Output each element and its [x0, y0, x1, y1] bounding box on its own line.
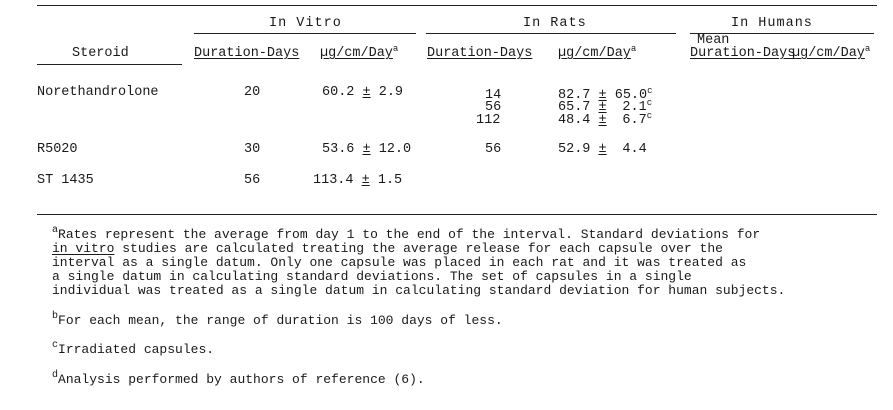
header-rats-rate-text: µg/cm/Day — [558, 46, 631, 61]
rats-sup: c — [647, 86, 653, 96]
header-rats-duration: Duration-Days — [427, 46, 533, 61]
header-humans-mean: Mean — [697, 33, 730, 48]
rats-mean: 48.4 — [558, 113, 591, 128]
row-norethandrolone-steroid: Norethandrolone — [37, 85, 159, 100]
header-vitro-duration: Duration-Days — [194, 46, 300, 61]
rats-sup: c — [646, 111, 653, 121]
row-norethandrolone-rats-duration-2: 56 — [485, 100, 502, 115]
row-norethandrolone-rats-duration-1: 14 — [485, 88, 502, 103]
group-header-in-rats: In Rats — [523, 16, 587, 31]
rats-sd: 6.7 — [622, 113, 647, 128]
row-st1435-vitro-duration: 56 — [244, 173, 261, 188]
footnote-a-line-2 — [52, 242, 785, 256]
footnote-d — [52, 370, 425, 387]
rats-sup: c — [646, 98, 653, 108]
footnote-a-line-1-text: Rates represent the average from day 1 to the end of the interval. Standard deviations for — [58, 227, 761, 242]
rats-sd: 2.1 — [622, 100, 647, 115]
row-norethandrolone-vitro-duration: 20 — [244, 85, 261, 100]
header-humans-duration: Duration-Days — [690, 46, 796, 61]
header-vitro-rate-text: µg/cm/Day — [320, 46, 393, 61]
footnote-a-line-2-text: studies are calculated treating the average release for each capsule over the — [114, 241, 723, 256]
plus-minus: ± — [361, 173, 370, 188]
group-header-in-humans: In Humans — [731, 16, 813, 31]
row-norethandrolone-rats-rate-3 — [558, 111, 653, 128]
footnote-c-mark: c — [52, 340, 59, 351]
top-rule — [37, 5, 877, 6]
header-steroid-rule — [37, 64, 182, 65]
row-norethandrolone-rats-duration-3: 112 — [476, 113, 501, 128]
plus-minus: ± — [598, 88, 607, 103]
header-steroid: Steroid — [72, 46, 129, 61]
header-vitro-rate — [320, 44, 399, 61]
footnote-a-in-vitro: in vitro — [52, 241, 115, 256]
footnote-b-text: For each mean, the range of duration is 100 days of less. — [58, 313, 503, 328]
plus-minus: ± — [598, 113, 607, 128]
vitro-mean: 53.6 — [322, 142, 355, 157]
vitro-sd: 12.0 — [378, 142, 412, 157]
row-r5020-vitro-rate — [322, 143, 411, 157]
rats-sd: 4.4 — [622, 142, 647, 157]
footnote-a-line-3: interval as a single datum. Only one capsule was placed in each rat and it was treated as — [52, 255, 747, 270]
footnote-a-mark: a — [52, 225, 59, 236]
footnote-d-mark: d — [52, 370, 59, 381]
plus-minus: ± — [362, 142, 371, 157]
row-r5020-vitro-duration: 30 — [244, 142, 261, 157]
plus-minus: ± — [598, 142, 607, 157]
rats-sd: 65.0 — [614, 88, 648, 103]
rats-mean: 82.7 — [558, 88, 591, 103]
vitro-sd: 1.5 — [377, 173, 403, 188]
group-rule-in-vitro — [194, 33, 416, 34]
footnote-a-line-5: individual was treated as a single datum in calculating standard deviation for human subjects. — [52, 283, 786, 298]
bottom-rule — [37, 214, 877, 215]
vitro-mean: 113.4 — [313, 173, 354, 188]
group-header-in-vitro: In Vitro — [269, 16, 342, 31]
rats-mean: 52.9 — [558, 142, 591, 157]
header-rats-rate-sup: a — [630, 44, 637, 54]
plus-minus: ± — [598, 100, 607, 115]
header-rats-rate — [558, 44, 637, 61]
footnote-a-line-4: a single datum in calculating standard deviations. The set of capsules in a single — [52, 269, 692, 284]
footnote-b-mark: b — [52, 311, 59, 322]
rats-mean: 65.7 — [558, 100, 591, 115]
row-st1435-steroid: ST 1435 — [37, 173, 94, 188]
footnote-b — [52, 311, 503, 328]
vitro-mean: 60.2 — [322, 85, 355, 100]
row-r5020-steroid: R5020 — [37, 142, 78, 157]
footnote-a — [52, 225, 786, 298]
header-humans-rate-sup: a — [864, 44, 871, 54]
footnote-c-text: Irradiated capsules. — [58, 342, 215, 357]
row-norethandrolone-vitro-rate — [322, 86, 403, 100]
footnote-a-line-1 — [52, 225, 785, 242]
row-r5020-rats-duration: 56 — [485, 142, 502, 157]
row-r5020-rats-rate — [558, 143, 647, 157]
row-st1435-vitro-rate — [313, 174, 402, 188]
group-rule-in-rats — [426, 33, 676, 34]
header-vitro-rate-sup: a — [392, 44, 399, 54]
footnote-c — [52, 340, 215, 357]
vitro-sd: 2.9 — [378, 85, 404, 100]
header-humans-rate-text: µg/cm/Day — [792, 46, 865, 61]
header-humans-rate — [792, 44, 871, 61]
footnote-d-text: Analysis performed by authors of reference (6). — [58, 372, 425, 387]
plus-minus: ± — [362, 85, 371, 100]
